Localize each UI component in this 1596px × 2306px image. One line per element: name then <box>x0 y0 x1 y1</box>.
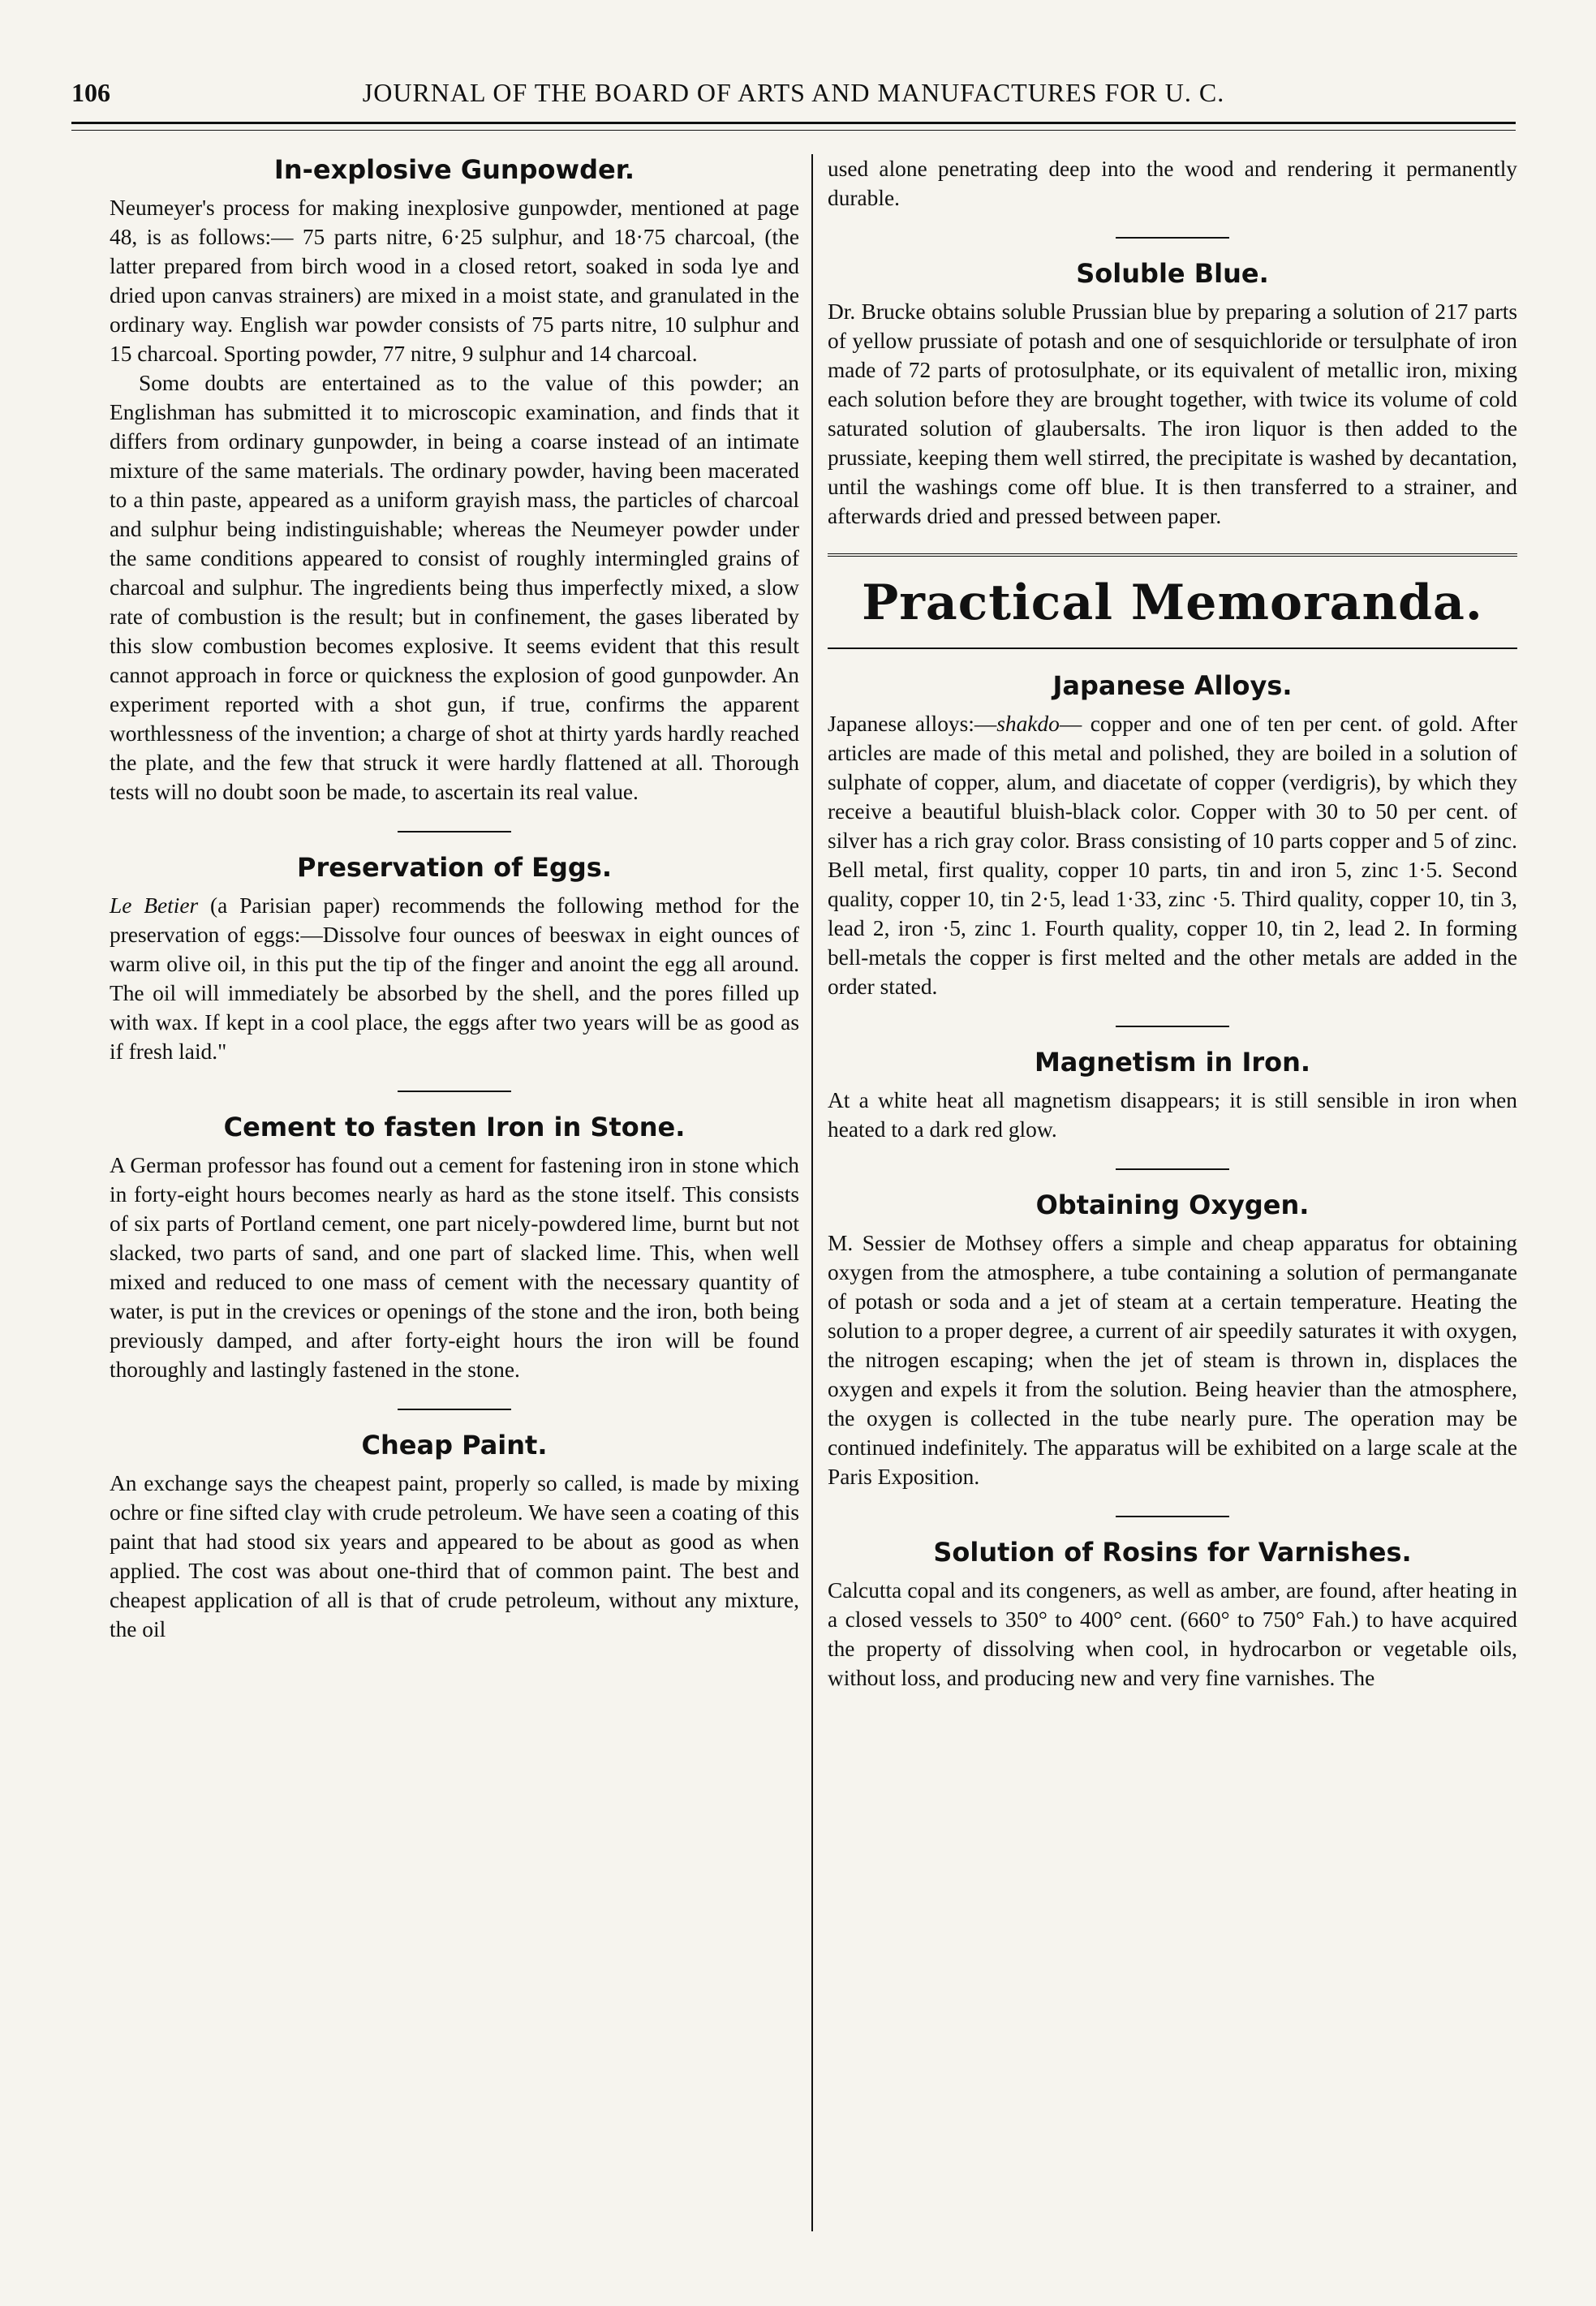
article-paragraph: Some doubts are entertained as to the value of this powder; an Englishman has submitted it to microscopic examination, and finds that it differs from ordinary gunpowder, in being a coarse instead of an intimate mixture of the same materials. The ordinary powder, having been macerated to a thin paste, appeared as a uniform grayish mass, the particles of charcoal and sulphur being indistinguishable; whereas the Neumeyer powder under the same conditions appeared to consist of roughly intermingled grains of charcoal and sulphur. The ingredients being thus imperfectly mixed, a slow rate of combustion is the result; but in confinement, the gases liberated by this slow combustion becomes explosive. It seems evident that this result cannot approach in force or quickness the explosion of good gunpowder. An experiment reported with a shot gun, if true, confirms the apparent worthlessness of the invention; a charge of shot at thirty yards hardly reached the plate, and the few that struck it were hardly flattened at all. Thorough tests will no doubt soon be made, to ascertain its real value. <box>110 371 799 804</box>
article-japanese-alloys <box>828 670 1517 1001</box>
header-rule-thin <box>71 130 1516 131</box>
memoranda-rule-bottom <box>828 647 1517 649</box>
section-separator <box>398 831 511 832</box>
article-paragraph: A German professor has found out a cement for fastening iron in stone which in forty-eight hours becomes nearly as hard as the stone itself. This consists of six parts of Portland cement, one part nicely-powdered lime, burnt but not slacked, two parts of sand, and one part of slacked lime. This, when well mixed and reduced to one mass of cement with the necessary quantity of water, is put in the crevices or openings of the stone and the iron, both being previously damped, and after forty-eight hours the iron will be found thoroughly and lastingly fastened in the stone. <box>110 1153 799 1382</box>
article-paragraph <box>828 709 1517 1001</box>
running-title: JOURNAL OF THE BOARD OF ARTS AND MANUFACTURES FOR U. C. <box>362 78 1225 107</box>
article-paragraph: M. Sessier de Mothsey offers a simple and cheap apparatus for obtaining oxygen from the atmosphere, a tube containing a solution of permanganate of potash or soda and a jet of steam at a certain temperature. Heating the solution to a proper degree, a current of air speedily saturates it with oxygen, the nitrogen escaping; when the jet of steam is thrown in, displaces the oxygen and expels it from the solution. Being heavier than the atmosphere, the oxygen is collected in the tube nearly pure. The operation may be continued indefinitely. The apparatus will be exhibited on a large scale at the Paris Exposition. <box>828 1231 1517 1489</box>
article-magnetism <box>828 1047 1517 1144</box>
article-title: Japanese Alloys. <box>1052 670 1293 701</box>
article-paint <box>110 1430 799 1644</box>
source-name: Le Betier <box>110 893 199 918</box>
alloy-term: shakdo <box>996 712 1060 736</box>
article-paragraph: Calcutta copal and its congeners, as well as amber, are found, after heating in a closed vessels to 350° to 400° cent. (660° to 750° Fah.) to have acquired the property of dissolving when cool, in hydrocarbon or vegetable oils, without loss, and producing new and very fine varnishes. The <box>828 1578 1517 1690</box>
article-title: Solution of Rosins for Varnishes. <box>933 1537 1412 1568</box>
paragraph-text: Japanese alloys:— <box>828 712 997 736</box>
article-paragraph: An exchange says the cheapest paint, properly so called, is made by mixing ochre or fine sifted clay with crude petroleum. We have seen a coating of this paint that had stood six years and appeared to be about as good as when applied. The cost was about one-third that of common paint. The best and cheapest application of all is that of crude petroleum, without any mixture, the oil <box>110 1471 799 1641</box>
section-separator <box>398 1091 511 1092</box>
article-title: Obtaining Oxygen. <box>1035 1190 1310 1220</box>
article-oxygen <box>828 1190 1517 1491</box>
section-separator <box>1116 1516 1229 1517</box>
article-paragraph <box>110 891 799 1066</box>
column-divider <box>811 154 813 2231</box>
article-eggs <box>110 852 799 1066</box>
article-title: In-explosive Gunpowder. <box>273 154 635 185</box>
article-continuation: used alone penetrating deep into the wood and rendering it permanently durable. <box>828 157 1517 210</box>
left-column <box>110 154 799 1644</box>
page-header <box>71 78 1516 117</box>
section-separator <box>1116 1168 1229 1170</box>
article-title: Cement to fasten Iron in Stone. <box>223 1112 686 1142</box>
article-paragraph: Dr. Brucke obtains soluble Prussian blue by preparing a solution of 217 parts of yellow prussiate of potash and one of sesquichloride or tersulphate of iron made of 72 parts of protosulphate, or its equivalent of metallic iron, mixing each solution before they are brought together, with twice its volume of cold saturated solution of glaubersalts. The iron liquor is then added to the prussiate, keeping them well stirred, the precipitate is washed by decantation, until the washings come off blue. It is then transferred to a strainer, and afterwards dried and pressed between paper. <box>828 299 1517 528</box>
article-gunpowder <box>110 154 799 807</box>
header-rule <box>71 122 1516 124</box>
article-paragraph: Neumeyer's process for making inexplosive gunpowder, mentioned at page 48, is as follows:— 75 parts nitre, 6·25 sulphur, and 18·75 charcoal, (the latter prepared from birch wood in a closed retort, soaked in soda lye and dried upon canvas strainers) are mixed in a moist state, and granulated in the ordinary way. English war powder consists of 75 parts nitre, 10 sulphur and 15 charcoal. Sporting powder, 77 nitre, 9 sulphur and 14 charcoal. <box>110 196 799 366</box>
article-title: Preservation of Eggs. <box>296 852 612 883</box>
section-separator <box>1116 237 1229 239</box>
paragraph-text: — copper and one of ten per cent. of gold. After articles are made of this metal and polished, they are boiled in a solution of sulphate of copper, alum, and diacetate of copper (verdigris), by which they receive a beautiful bluish-black color. Copper with 30 to 50 per cent. of silver has a rich gray color. Brass consisting of 10 parts copper and 5 of zinc. Bell metal, first quality, copper 10 parts, tin and iron 5, zinc 1·5. Second quality, copper 10, tin 2·5, lead 1·33, zinc ·5. Third quality, copper 10, tin 3, lead 2, iron ·5, zinc 1. Fourth quality, copper 10, tin 2, lead 2. In forming bell-metals the copper is first melted and the other metals are added in the order stated. <box>828 712 1517 999</box>
article-paragraph: At a white heat all magnetism disappears; it is still sensible in iron when heated to a dark red glow. <box>828 1088 1517 1142</box>
article-cement <box>110 1112 799 1384</box>
section-separator <box>398 1409 511 1410</box>
article-title: Soluble Blue. <box>1076 258 1269 289</box>
paragraph-text: (a Parisian paper) recommends the following method for the preservation of eggs:—Dissolve four ounces of beeswax in eight ounces of warm olive oil, in this put the tip of the finger and anoint the egg all around. The oil will immediately be absorbed by the shell, and the pores filled up with wax. If kept in a cool place, the eggs after two years will be as good as if fresh laid." <box>110 893 799 1064</box>
article-title: Cheap Paint. <box>361 1430 548 1461</box>
right-column <box>828 154 1517 1693</box>
article-title: Magnetism in Iron. <box>1034 1047 1311 1078</box>
section-separator <box>1116 1026 1229 1027</box>
memoranda-rule-top <box>828 553 1517 557</box>
memoranda-heading: Practical Memoranda. <box>862 574 1483 631</box>
article-soluble-blue <box>828 258 1517 531</box>
article-rosins <box>828 1537 1517 1693</box>
page-number: 106 <box>71 78 110 107</box>
